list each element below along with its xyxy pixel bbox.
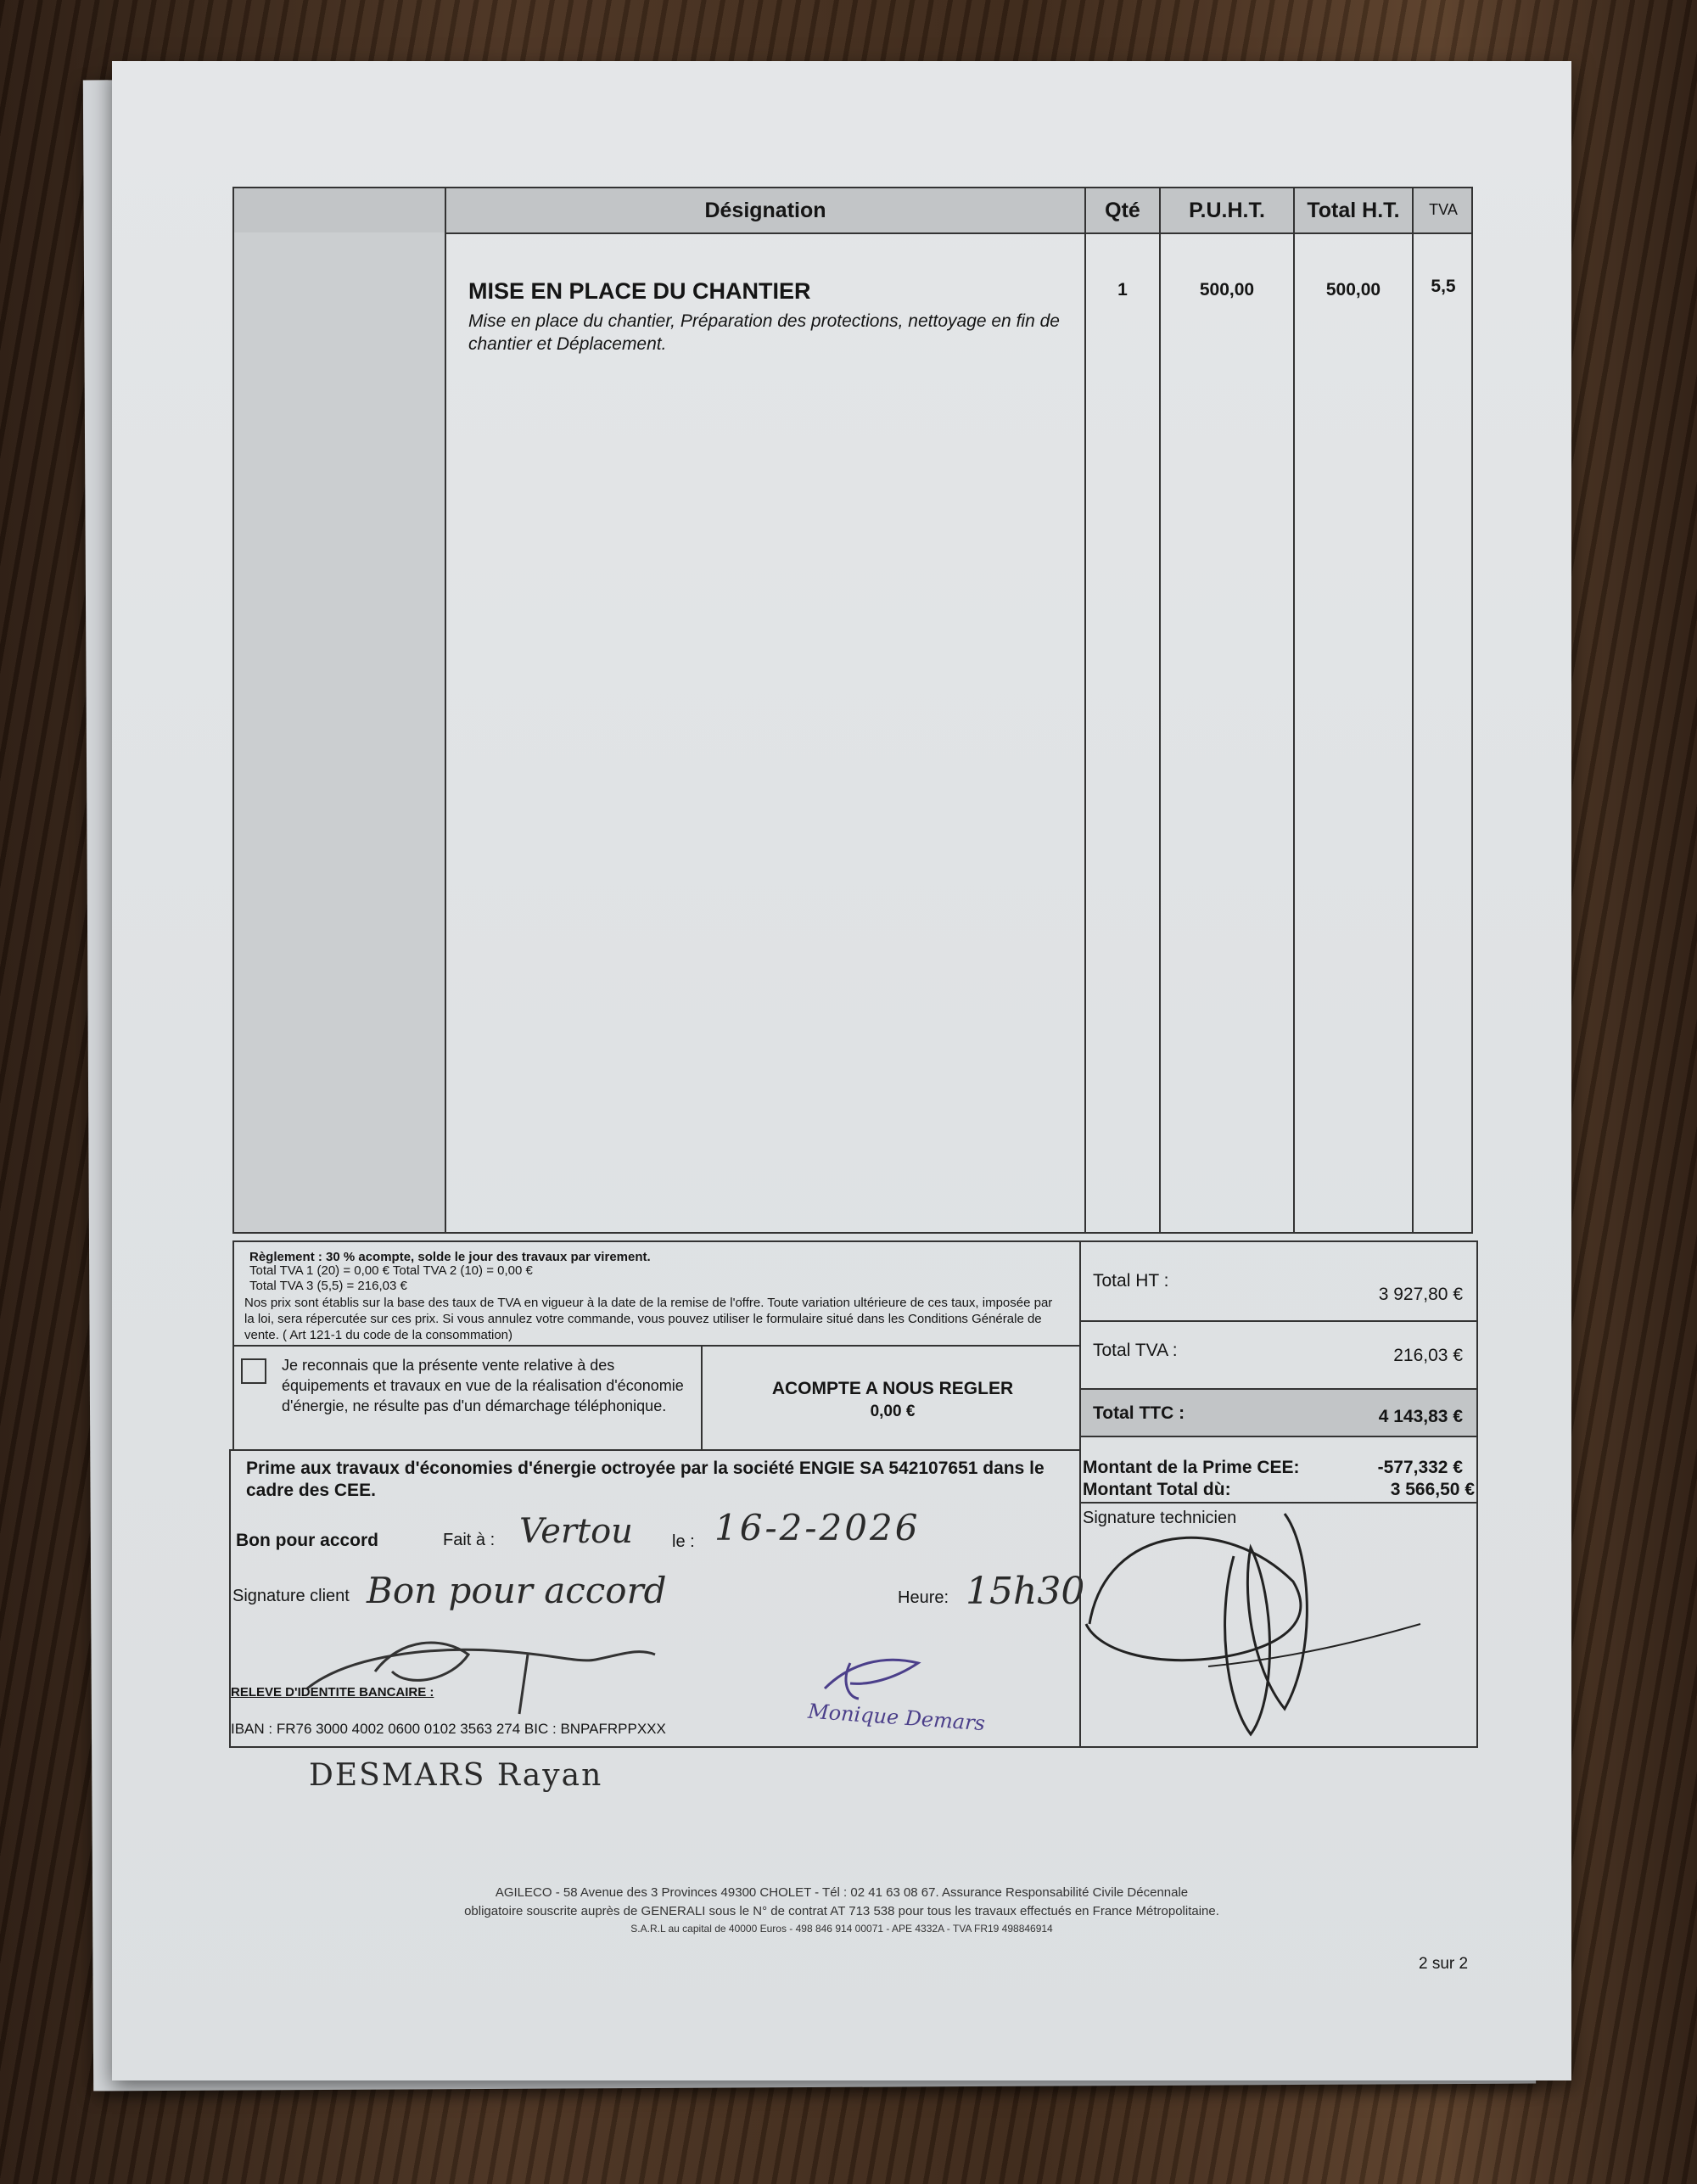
item-tva: 5,5 <box>1431 277 1456 296</box>
date-label: le : <box>672 1532 695 1551</box>
total-ht-box <box>1079 1240 1478 1322</box>
heure-label: Heure: <box>898 1588 949 1607</box>
total-tva-box <box>1079 1320 1478 1390</box>
heure-handwritten: 15h30 <box>966 1570 1085 1613</box>
total-du-value: 3 566,50 € <box>1390 1480 1475 1499</box>
technician-signature-icon <box>1081 1497 1476 1748</box>
second-name-handwritten: Monique Demars <box>807 1699 986 1736</box>
item-total-ht: 500,00 <box>1325 280 1381 300</box>
acknowledgement-text: Je reconnais que la présente vente relative à des équipements et travaux en vue de la réalisation d'économie d'énergie, ne résulte pas d'un démarchage téléphonique. <box>282 1357 684 1414</box>
total-tva-label: Total TVA : <box>1093 1341 1178 1360</box>
item-description: Mise en place du chantier, Préparation des protections, nettoyage en fin de chantier et Déplacement. <box>468 311 1060 354</box>
reglement-text: Règlement : 30 % acompte, solde le jour des travaux par virement. <box>249 1250 651 1264</box>
header-qty: Qté <box>1105 199 1140 222</box>
client-name-handwritten: DESMARS Rayan <box>309 1758 603 1793</box>
total-ttc-box <box>1079 1388 1478 1437</box>
acompte-box <box>701 1345 1081 1451</box>
footer-line-1: AGILECO - 58 Avenue des 3 Provinces 49300 CHOLET - Tél : 02 41 63 08 67. Assurance Responsabilité Civile Décennale <box>495 1885 1189 1900</box>
item-title: MISE EN PLACE DU CHANTIER <box>468 278 811 304</box>
total-tva-value: 216,03 € <box>1393 1346 1463 1365</box>
terms-box <box>232 1240 1081 1347</box>
agreement-box <box>229 1449 1085 1748</box>
rib-label: RELEVE D'IDENTITE BANCAIRE : <box>231 1685 434 1700</box>
technician-box <box>1079 1436 1478 1748</box>
acompte-value: 0,00 € <box>870 1403 916 1420</box>
tva-breakdown-1: Total TVA 1 (20) = 0,00 € Total TVA 2 (10) = 0,00 € <box>249 1263 533 1278</box>
tva-breakdown-3: Total TVA 3 (5,5) = 216,03 € <box>249 1279 407 1293</box>
fait-a-handwritten: Vertou <box>519 1512 633 1551</box>
item-qty: 1 <box>1117 280 1128 300</box>
header-puht: P.U.H.T. <box>1189 199 1265 222</box>
total-du-label: Montant Total dù: <box>1083 1480 1231 1499</box>
client-signature-icon <box>299 1621 672 1722</box>
header-total-ht: Total H.T. <box>1307 199 1400 222</box>
page-number: 2 sur 2 <box>1419 1955 1469 1973</box>
header-tva: TVA <box>1429 201 1458 218</box>
date-handwritten: 16-2-2026 <box>714 1507 921 1548</box>
acknowledgement-checkbox[interactable] <box>241 1358 266 1384</box>
footer-line-2: obligatoire souscrite auprès de GENERALI sous le N° de contrat AT 713 538 pour tous les travaux effectués en France Métropolitaine. <box>464 1904 1219 1918</box>
header-designation: Désignation <box>704 199 826 222</box>
total-ht-value: 3 927,80 € <box>1378 1285 1463 1304</box>
total-ht-label: Total HT : <box>1093 1271 1169 1291</box>
total-ttc-value: 4 143,83 € <box>1378 1407 1463 1426</box>
signature-technicien-label: Signature technicien <box>1083 1509 1237 1527</box>
acknowledgement-box <box>232 1345 703 1451</box>
total-ttc-label: Total TTC : <box>1093 1403 1185 1423</box>
prime-text: Prime aux travaux d'économies d'énergie octroyée par la société ENGIE SA 542107651 dans le cadre des CEE. <box>246 1459 1045 1500</box>
iban-text: IBAN : FR76 3000 4002 0600 0102 3563 274 BIC : BNPAFRPPXXX <box>231 1721 666 1737</box>
reference-column <box>234 232 445 1232</box>
bon-pour-accord-label: Bon pour accord <box>236 1531 379 1550</box>
fait-a-label: Fait à : <box>443 1531 496 1549</box>
item-puht: 500,00 <box>1199 280 1255 300</box>
prime-cee-value: -577,332 € <box>1377 1458 1463 1477</box>
items-table <box>232 187 1473 1234</box>
acompte-label: ACOMPTE A NOUS REGLER <box>771 1379 1014 1398</box>
bon-pour-accord-handwritten: Bon pour accord <box>367 1570 667 1611</box>
prices-note: Nos prix sont établis sur la base des taux de TVA en vigueur à la date de la remise de l'offre. Toute variation ultérieure de ces taux, imposée par la loi, sera répercutée sur ces prix. Si vous annulez votre commande, vous pouvez utiliser le formulaire situé dans les Conditions Générale de vente. ( Art 121-1 du code de la consommation) <box>244 1296 1053 1342</box>
footer-line-3: S.A.R.L au capital de 40000 Euros - 498 846 914 00071 - APE 4332A - TVA FR19 498846914 <box>630 1923 1053 1935</box>
signature-client-label: Signature client <box>232 1587 350 1605</box>
invoice-page <box>112 61 1571 2080</box>
prime-cee-label: Montant de la Prime CEE: <box>1083 1458 1300 1477</box>
